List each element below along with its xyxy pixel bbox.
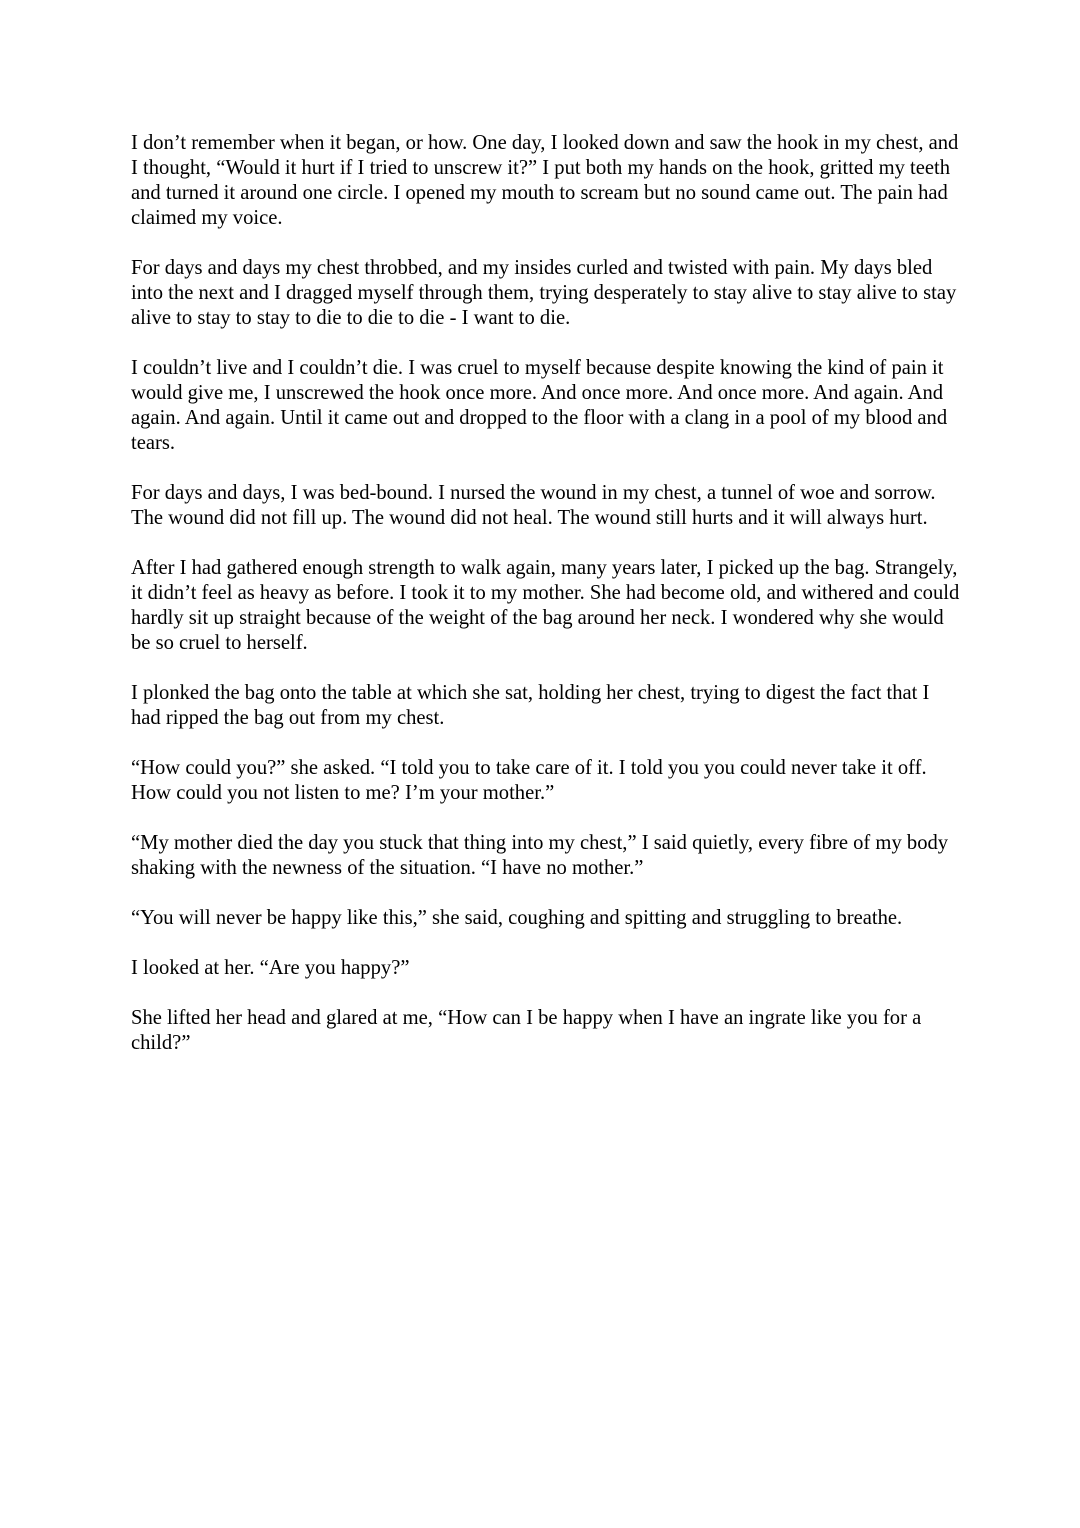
paragraph-10: I looked at her. “Are you happy?” — [131, 957, 410, 979]
paragraph-4: For days and days, I was bed-bound. I nursed the wound in my chest, a tunnel of woe and sorrow. The wound did not fill up. The wound did not heal. The wound still hurts and it will always hurt. — [131, 482, 936, 529]
paragraph-7: “How could you?” she asked. “I told you to take care of it. I told you you could never take it off. How could you not listen to me? I’m your mother.” — [131, 757, 927, 804]
paragraph-1: I don’t remember when it began, or how. One day, I looked down and saw the hook in my chest, and I thought, “Would it hurt if I tried to unscrew it?” I put both my hands on the hook, gritted my teeth and turned it around one circle. I opened my mouth to scream but no sound came out. The pain had claimed my voice. — [131, 132, 959, 229]
paragraph-6: I plonked the bag onto the table at which she sat, holding her chest, trying to digest the fact that I had ripped the bag out from my chest. — [131, 682, 930, 729]
paragraph-8: “My mother died the day you stuck that thing into my chest,” I said quietly, every fibre of my body shaking with the newness of the situation. “I have no mother.” — [131, 832, 949, 879]
document-page — [131, 131, 961, 1081]
paragraph-3: I couldn’t live and I couldn’t die. I was cruel to myself because despite knowing the kind of pain it would give me, I unscrewed the hook once more. And once more. And once more. And again. And again. And again. Until it came out and dropped to the floor with a clang in a pool of my blood and tears. — [131, 357, 948, 454]
paragraph-5: After I had gathered enough strength to walk again, many years later, I picked up the bag. Strangely, it didn’t feel as heavy as before. I took it to my mother. She had become old, and withered and could hardly sit up straight because of the weight of the bag around her neck. I wondered why she would be so cruel to herself. — [131, 557, 960, 654]
paragraph-2: For days and days my chest throbbed, and my insides curled and twisted with pain. My days bled into the next and I dragged myself through them, trying desperately to stay alive to stay alive to stay alive to stay to stay to die to die to die - I want to die. — [131, 257, 957, 329]
paragraph-9: “You will never be happy like this,” she said, coughing and spitting and struggling to breathe. — [131, 907, 903, 929]
paragraph-11: She lifted her head and glared at me, “How can I be happy when I have an ingrate like you for a child?” — [131, 1007, 922, 1054]
